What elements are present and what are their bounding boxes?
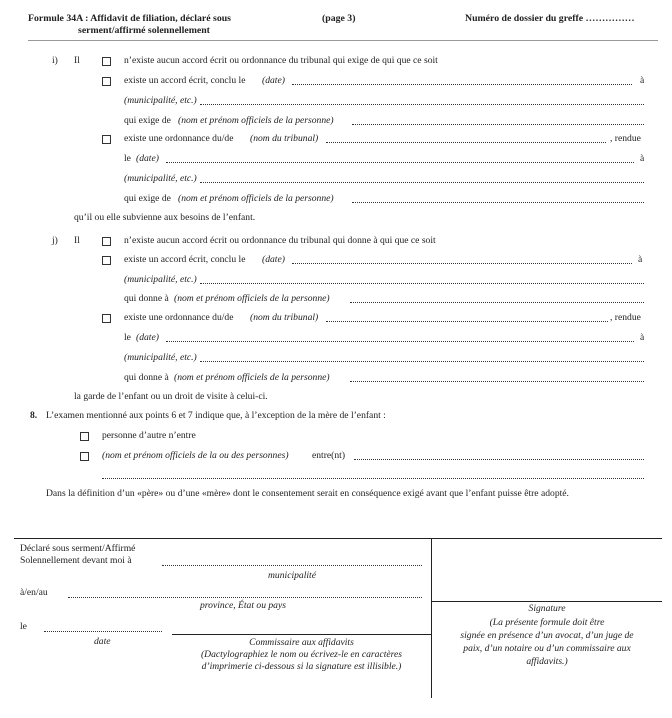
commissioner-label: Commissaire aux affidavits <box>249 637 354 648</box>
section-j-court-name: (nom du tribunal) <box>250 312 319 323</box>
signature-rule <box>432 601 662 602</box>
date-label: date <box>94 636 111 647</box>
municipality-field[interactable] <box>162 565 422 566</box>
section-j-rendue: , rendue <box>610 312 641 323</box>
section-j-option-1-text: n’existe aucun accord écrit ou ordonnance du tribunal qui donne à qui que ce soit <box>124 235 436 246</box>
section-i-person-name-2: (nom et prénom officiels de la personne) <box>178 193 334 204</box>
section-j-a-1: à <box>638 254 643 265</box>
section-j-date-field[interactable] <box>292 263 632 264</box>
section-8-definition: Dans la définition d’un «père» ou d’une «mère» dont le consentement serait en conséquence exigé avant que l’enfant puisse être adopté. <box>46 488 569 499</box>
section-8-names-field-1[interactable] <box>354 459 644 460</box>
commissioner-note-2: d’imprimerie ci-dessous si la signature est illisible.) <box>201 661 402 672</box>
form-title-line-1: Formule 34A : Affidavit de filiation, déclaré sous <box>28 13 231 24</box>
page-number: (page 3) <box>322 13 356 24</box>
signature-note-4: affidavits.) <box>526 656 568 667</box>
section-8-option-2-checkbox[interactable] <box>80 452 89 461</box>
section-j-date-field-2[interactable] <box>166 341 634 342</box>
section-j-person-name-2: (nom et prénom officiels de la personne) <box>174 372 330 383</box>
form-title-line-2: serment/affirmé solennellement <box>78 25 210 36</box>
section-i-court-name: (nom du tribunal) <box>250 133 319 144</box>
section-i-option-1-checkbox[interactable] <box>102 57 111 66</box>
section-i-marker: i) <box>52 55 58 66</box>
signature-note-2: signée en présence d’un avocat, d’un juge de <box>460 630 634 641</box>
section-i-le: le <box>124 153 131 164</box>
section-i-il: Il <box>74 55 80 66</box>
section-i-option-2-prefix: existe un accord écrit, conclu le <box>124 75 246 86</box>
section-i-date-field-2[interactable] <box>166 162 634 163</box>
section-j-donne-prefix-2: qui donne à <box>124 372 169 383</box>
at-label: à/en/au <box>20 587 48 598</box>
section-i-option-3-checkbox[interactable] <box>102 135 111 144</box>
section-8-option-1-text: personne d’autre n’entre <box>102 430 196 441</box>
section-i-a-2: à <box>640 153 645 164</box>
section-8-option-2-names: (nom et prénom officiels de la ou des personnes) <box>102 450 289 461</box>
section-i-option-2-checkbox[interactable] <box>102 77 111 86</box>
section-j-il: Il <box>74 235 80 246</box>
municipality-label: municipalité <box>268 570 316 581</box>
section-j-municipality-2: (municipalité, etc.) <box>124 352 197 363</box>
section-j-option-3-checkbox[interactable] <box>102 314 111 323</box>
section-i-footer: qu’il ou elle subvienne aux besoins de l’enfant. <box>74 212 256 223</box>
section-j-municipality-field-2[interactable] <box>200 361 644 362</box>
section-j-le: le <box>124 332 131 343</box>
section-8-names-field-2[interactable] <box>102 478 644 479</box>
province-label: province, État ou pays <box>200 600 286 611</box>
section-j-footer: la garde de l’enfant ou un droit de visite à celui-ci. <box>74 391 268 402</box>
section-i-exige-prefix-1: qui exige de <box>124 115 171 126</box>
signature-block-top-rule <box>14 538 662 539</box>
section-j-municipality-field-1[interactable] <box>200 283 644 284</box>
signature-label: Signature <box>528 603 566 614</box>
section-i-person-field-1[interactable] <box>352 124 644 125</box>
date-field[interactable] <box>44 631 162 632</box>
section-j-option-1-checkbox[interactable] <box>102 237 111 246</box>
section-j-option-2-date-label: (date) <box>262 254 285 265</box>
commissioner-note-1: (Dactylographiez le nom ou écrivez-le en caractères <box>200 649 403 660</box>
section-i-person-field-2[interactable] <box>352 202 644 203</box>
section-j-option-2-checkbox[interactable] <box>102 256 111 265</box>
section-i-exige-prefix-2: qui exige de <box>124 193 171 204</box>
section-i-a-1: à <box>640 75 645 86</box>
section-j-person-name-1: (nom et prénom officiels de la personne) <box>174 293 330 304</box>
section-i-option-2-date-label: (date) <box>262 75 285 86</box>
court-file-number: Numéro de dossier du greffe …………… <box>465 13 635 24</box>
section-i-municipality-field-2[interactable] <box>200 182 644 183</box>
sworn-line-1: Déclaré sous serment/Affirmé <box>20 543 136 554</box>
sworn-line-2: Solennellement devant moi à <box>20 555 132 566</box>
section-j-option-2-prefix: existe un accord écrit, conclu le <box>124 254 246 265</box>
section-i-rendue: , rendue <box>610 133 641 144</box>
le-label: le <box>20 621 27 632</box>
section-8-option-1-checkbox[interactable] <box>80 432 89 441</box>
section-j-marker: j) <box>52 235 58 246</box>
section-i-municipality-1: (municipalité, etc.) <box>124 95 197 106</box>
section-i-municipality-field-1[interactable] <box>200 104 644 105</box>
section-i-date-label-2: (date) <box>136 153 159 164</box>
section-j-date-label-2: (date) <box>136 332 159 343</box>
section-j-donne-prefix-1: qui donne à <box>124 293 169 304</box>
section-8-option-2-suffix: entre(nt) <box>312 450 346 461</box>
section-j-municipality-1: (municipalité, etc.) <box>124 274 197 285</box>
signature-note-1: (La présente formule doit être <box>489 617 605 628</box>
province-field[interactable] <box>68 597 422 598</box>
section-i-person-name-1: (nom et prénom officiels de la personne) <box>178 115 334 126</box>
section-j-a-2: à <box>640 332 645 343</box>
section-j-person-field-1[interactable] <box>350 302 644 303</box>
commissioner-rule <box>172 634 431 635</box>
section-i-court-field[interactable] <box>326 142 606 143</box>
section-j-court-field[interactable] <box>326 321 608 322</box>
header-rule <box>28 40 658 41</box>
section-8-intro: L’examen mentionné aux points 6 et 7 indique que, à l’exception de la mère de l’enfant : <box>46 410 386 421</box>
section-8-number: 8. <box>30 410 38 421</box>
signature-note-3: paix, d’un notaire ou d’un commissaire aux <box>463 643 631 654</box>
section-i-option-1-text: n’existe aucun accord écrit ou ordonnance du tribunal qui exige de qui que ce soit <box>124 55 438 66</box>
section-j-person-field-2[interactable] <box>350 381 644 382</box>
section-i-municipality-2: (municipalité, etc.) <box>124 173 197 184</box>
section-j-option-3-prefix: existe une ordonnance du/de <box>124 312 234 323</box>
section-i-option-3-prefix: existe une ordonnance du/de <box>124 133 234 144</box>
section-i-date-field[interactable] <box>292 84 632 85</box>
